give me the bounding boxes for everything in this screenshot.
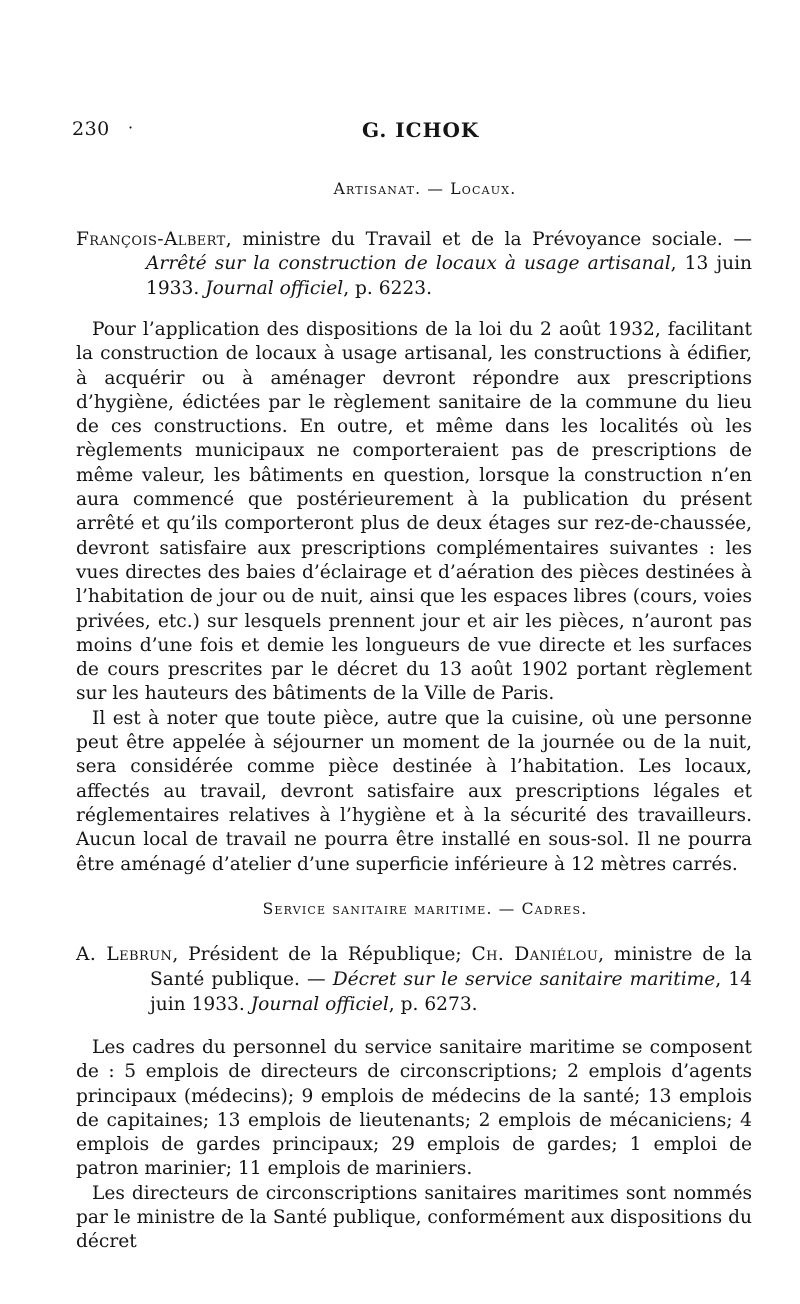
citation-title: Arrêté sur la construction de locaux à usage artisanal: [146, 253, 671, 275]
citation-author-minister: Ch. Daniélou: [471, 944, 599, 965]
citation-decret: [76, 942, 752, 1017]
section2-body: [76, 1036, 752, 1255]
citation-date: , 14 juin 1933.: [150, 969, 752, 1015]
citation-author: François-Albert: [76, 229, 226, 250]
citation-description: , ministre du Travail et de la Prévoyance sociale. —: [225, 229, 752, 250]
citation-journal: Journal officiel: [250, 994, 389, 1015]
section1-body: [76, 318, 752, 877]
citation-author-president: A. Lebrun: [76, 944, 173, 965]
paragraph: Les directeurs de circonscriptions sanitaires maritimes sont nommés par le ministre de la Santé publique, conformément aux dispositions du décret: [76, 1182, 752, 1253]
citation-title: Décret sur le service sanitaire maritime: [332, 969, 716, 990]
citation-date: , 13 juin 1933.: [146, 253, 752, 299]
citation-page: , p. 6223.: [343, 277, 432, 299]
section-heading-service-sanitaire: Service sanitaire maritime. — Cadres.: [262, 900, 588, 918]
paragraph: Il est à noter que toute pièce, autre que la cuisine, où une personne peut être appelée à séjourner un moment de la journée ou de la nuit, sera considérée comme pièce destinée à l’habitation. Les locaux, affectés au travail, devront satisfaire aux prescriptions légales et réglementaires relatives à l’hygiène et à la sécurité des travailleurs. Aucun local de travail ne pourra être installé en sous-sol. Il ne pourra être aménagé d’atelier d’une superficie inférieure à 12 mètres carrés.: [76, 707, 752, 875]
section-heading-artisanat: Artisanat. — Locaux.: [333, 180, 517, 198]
paragraph: Les cadres du personnel du service sanitaire maritime se composent de : 5 emplois de directeurs de circonscriptions; 2 emplois d’agents principaux (médecins); 9 emplois de médecins de la santé; 13 emplois de capitaines; 13 emplois de lieutenants; 2 emplois de mécaniciens; 4 emplois de gardes principaux; 29 emplois de gardes; 1 emploi de patron marinier; 11 emplois de mariniers.: [76, 1037, 752, 1180]
citation-role-president: , Président de la République;: [172, 944, 472, 965]
citation-journal: Journal officiel: [205, 277, 344, 299]
citation-role-minister: , ministre de la Santé publique. —: [150, 944, 752, 990]
header-dot: ·: [128, 118, 134, 137]
citation-page: , p. 6273.: [388, 994, 478, 1015]
paragraph: Pour l’application des dispositions de la loi du 2 août 1932, facilitant la construction de locaux à usage artisanal, les constructions à édifier, à acquérir ou à aménager devront répondre aux prescriptions d’hygiène, édictées par le règlement sanitaire de la commune du lieu de ces constructions. En outre, et même dans les localités où les règlements municipaux ne comporteraient pas de prescriptions de même valeur, les bâtiments en question, lorsque la construction n’en aura commencé que postérieurement à la publication du présent arrêté et qu’ils comporteront plus de deux étages sur rez-de-chaussée, devront satisfaire aux prescriptions complémentaires suivantes : les vues directes des baies d’éclairage et d’aération des pièces destinées à l’habitation de jour ou de nuit, ainsi que les espaces libres (cours, voies privées, etc.) sur lesquels prennent jour et air les pièces, n’auront pas moins d’une fois et demie les longueurs de vue directe et les surfaces de cours prescrites par le décret du 13 août 1902 portant règlement sur les hauteurs des bâtiments de la Ville de Paris.: [76, 319, 752, 705]
page-number: 230: [72, 118, 110, 140]
journal-title: G. ICHOK: [362, 118, 480, 142]
citation-arrete: [76, 228, 752, 301]
running-head: [72, 118, 742, 146]
